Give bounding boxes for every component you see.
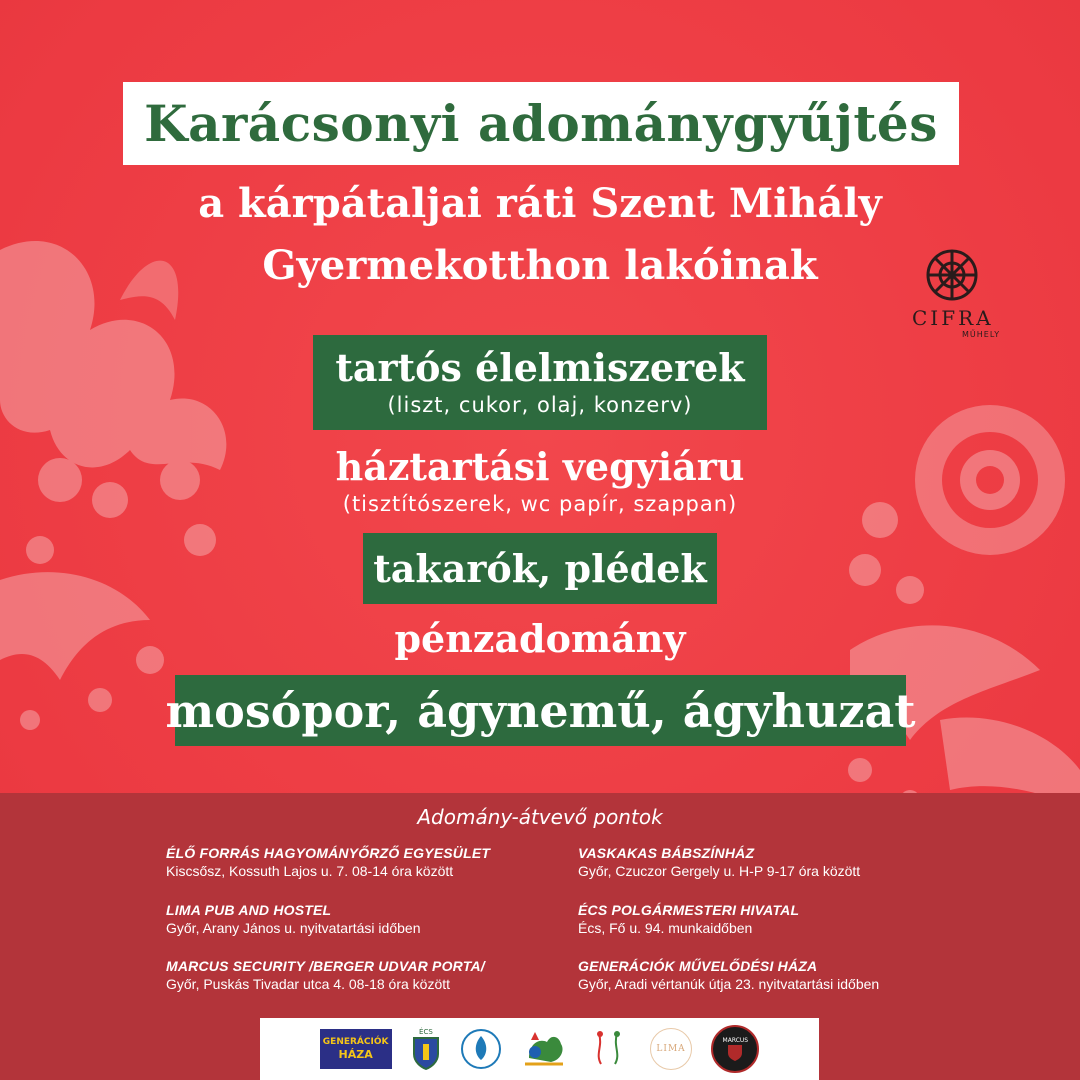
item-money-label: pénzadomány — [394, 616, 686, 661]
point-address: Győr, Arany János u. nyitvatartási időben — [166, 920, 421, 936]
point-name: MARCUS SECURITY /BERGER UDVAR PORTA/ — [166, 958, 485, 974]
marcus-security-icon — [711, 1025, 759, 1073]
vaskakas-rooster-icon — [521, 1028, 567, 1070]
subtitle-line-1: a kárpátaljai ráti Szent Mihály — [198, 180, 882, 227]
generaciok-logo-line1: GENERÁCIÓK — [322, 1037, 389, 1047]
point-lima — [166, 902, 420, 936]
point-name: LIMA PUB AND HOSTEL — [166, 902, 332, 918]
marcus-logo-text: MARCUS — [722, 1036, 749, 1044]
lima-logo-icon — [650, 1028, 692, 1070]
sponsor-logos-strip — [260, 1018, 819, 1080]
item-chem — [0, 444, 1080, 516]
item-money — [0, 616, 1080, 661]
point-address: Győr, Czuczor Gergely u. H-P 9-17 óra között — [578, 863, 861, 879]
point-vaskakas — [578, 845, 860, 879]
point-name: ÉLŐ FORRÁS HAGYOMÁNYŐRZŐ EGYESÜLET — [166, 845, 491, 861]
item-blankets-box — [363, 533, 717, 604]
point-marcus — [166, 958, 485, 992]
item-chem-note: (tisztítószerek, wc papír, szappan) — [342, 492, 738, 516]
point-address: Győr, Aradi vértanúk útja 23. nyitvatartási időben — [578, 976, 880, 992]
generaciok-logo — [320, 1029, 392, 1069]
point-address: Kiscsősz, Kossuth Lajos u. 7. 08-14 óra között — [166, 863, 454, 879]
cifra-logo-text: CIFRA — [912, 306, 994, 330]
donation-points-title: Adomány-átvevő pontok — [417, 805, 663, 829]
ecs-crest-icon — [411, 1028, 441, 1070]
cifra-logo-subtext: MŰHELY — [962, 330, 1001, 339]
dancers-logo-icon — [587, 1028, 631, 1070]
point-name: ÉCS POLGÁRMESTERI HIVATAL — [578, 902, 800, 918]
item-laundry-box — [165, 675, 916, 746]
point-elo-forras — [166, 845, 490, 879]
point-generaciok — [578, 958, 879, 992]
elo-forras-logo-icon — [460, 1028, 502, 1070]
page-title: Karácsonyi adománygyűjtés — [144, 94, 938, 153]
lima-logo-text: LIMA — [656, 1044, 686, 1054]
point-name: VASKAKAS BÁBSZÍNHÁZ — [578, 845, 755, 861]
item-chem-label: háztartási vegyiáru — [335, 444, 745, 489]
generaciok-logo-line2: HÁZA — [338, 1048, 373, 1061]
title-box — [123, 82, 959, 165]
subtitle-line-2: Gyermekotthon lakóinak — [262, 242, 818, 289]
item-food-note: (liszt, cukor, olaj, konzerv) — [387, 392, 693, 417]
item-food-label: tartós élelmiszerek — [335, 344, 745, 390]
point-ecs-hivatal — [578, 902, 799, 936]
point-address: Győr, Puskás Tivadar utca 4. 08-18 óra között — [166, 976, 451, 992]
point-address: Écs, Fő u. 94. munkaidőben — [578, 920, 753, 936]
ecs-logo-text: ÉCS — [419, 1028, 433, 1036]
item-blankets-label: takarók, plédek — [373, 545, 707, 591]
item-laundry-label: mosópor, ágynemű, ágyhuzat — [165, 683, 916, 738]
point-name: GENERÁCIÓK MŰVELŐDÉSI HÁZA — [578, 958, 818, 974]
item-food-box — [313, 335, 767, 430]
